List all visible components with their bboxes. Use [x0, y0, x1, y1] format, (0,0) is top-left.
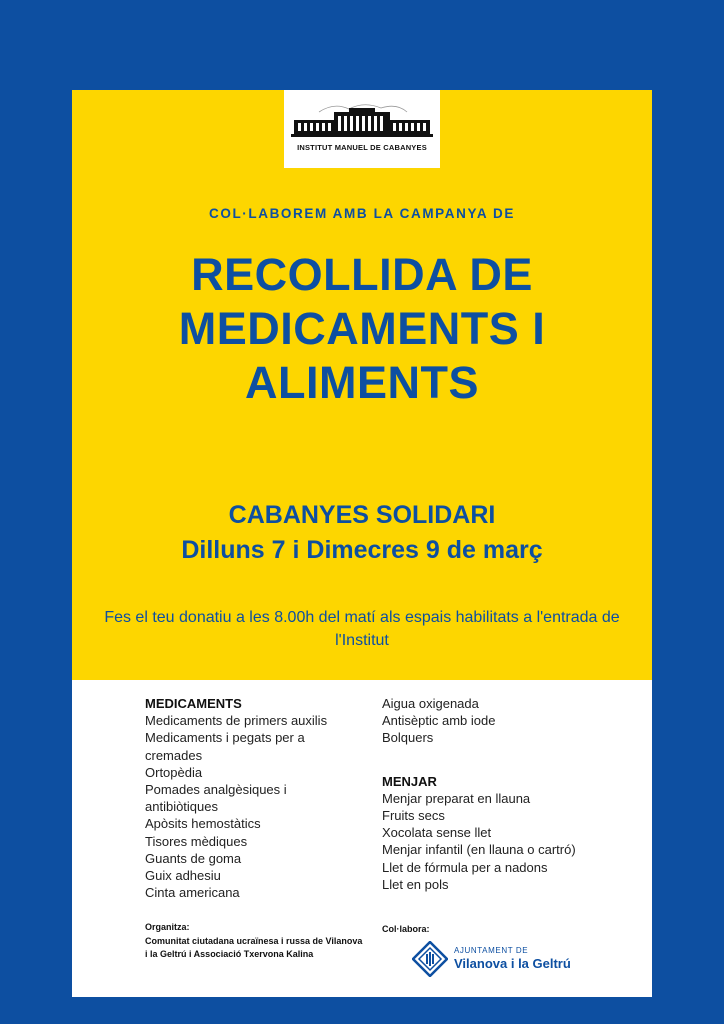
- school-logo: [284, 90, 440, 168]
- subhead: [72, 498, 652, 568]
- school-building-icon: [289, 100, 435, 140]
- list-item: Cinta americana: [145, 885, 240, 901]
- list-item: Tisores mèdiques: [145, 833, 248, 849]
- medicaments-column: [145, 695, 355, 901]
- donation-note: Fes el teu donatiu a les 8.00h del matí als espais habilitats a l'entrada de l'Institut: [104, 609, 620, 649]
- menjar-heading: MENJAR: [382, 773, 437, 789]
- event-dates: Dilluns 7 i Dimecres 9 de març: [181, 536, 543, 564]
- list-item: Medicaments de primers auxilis: [145, 713, 328, 729]
- organitza-label: Organitza:: [145, 922, 190, 932]
- medicaments-heading: MEDICAMENTS: [145, 696, 242, 711]
- list-item: Llet en pols: [382, 876, 449, 892]
- ajuntament-name: Vilanova i la Geltrú: [454, 956, 571, 971]
- list-item: Bolquers: [382, 730, 434, 746]
- school-name: INSTITUT MANUEL DE CABANYES: [297, 143, 427, 152]
- list-item: Antisèptic amb iode: [382, 713, 496, 729]
- list-item: Guants de goma: [145, 850, 242, 866]
- ajuntament-logo-icon: [412, 941, 448, 977]
- headline-line-1: RECOLLIDA DE: [191, 249, 533, 300]
- list-item: Guix adhesiu: [145, 868, 221, 884]
- ajuntament-logo: [412, 940, 622, 980]
- list-item: Menjar infantil (en llauna o cartró): [382, 842, 576, 858]
- headline-line-3: ALIMENTS: [245, 357, 479, 408]
- headline: [72, 248, 652, 410]
- list-item: Medicaments i pegats per a cremades: [145, 730, 305, 763]
- list-item: Xocolata sense llet: [382, 825, 492, 841]
- ajuntament-small-text: AJUNTAMENT DE: [454, 946, 529, 955]
- list-item: Apòsits hemostàtics: [145, 816, 261, 832]
- list-item: Fruits secs: [382, 808, 445, 824]
- spacer: [382, 747, 612, 773]
- poster: [72, 90, 652, 997]
- campaign-kicker: COL·LABOREM AMB LA CAMPANYA DE: [209, 206, 515, 221]
- list-item: Pomades analgèsiques i antibiòtiques: [145, 782, 287, 815]
- colabora-label: Col·labora:: [382, 924, 430, 934]
- list-item: Ortopèdia: [145, 764, 203, 780]
- list-item: Aigua oxigenada: [382, 696, 479, 711]
- yellow-panel: [72, 90, 652, 680]
- list-item: Llet de fórmula per a nadons: [382, 859, 548, 875]
- headline-line-2: MEDICAMENTS I: [178, 303, 546, 354]
- right-column: [382, 695, 612, 893]
- event-name: CABANYES SOLIDARI: [228, 501, 496, 529]
- list-item: Menjar preparat en llauna: [382, 790, 531, 806]
- organitza-text: Comunitat ciutadana ucraïnesa i russa de Vilanova i la Geltrú i Associació Txervona Kalina: [145, 936, 363, 959]
